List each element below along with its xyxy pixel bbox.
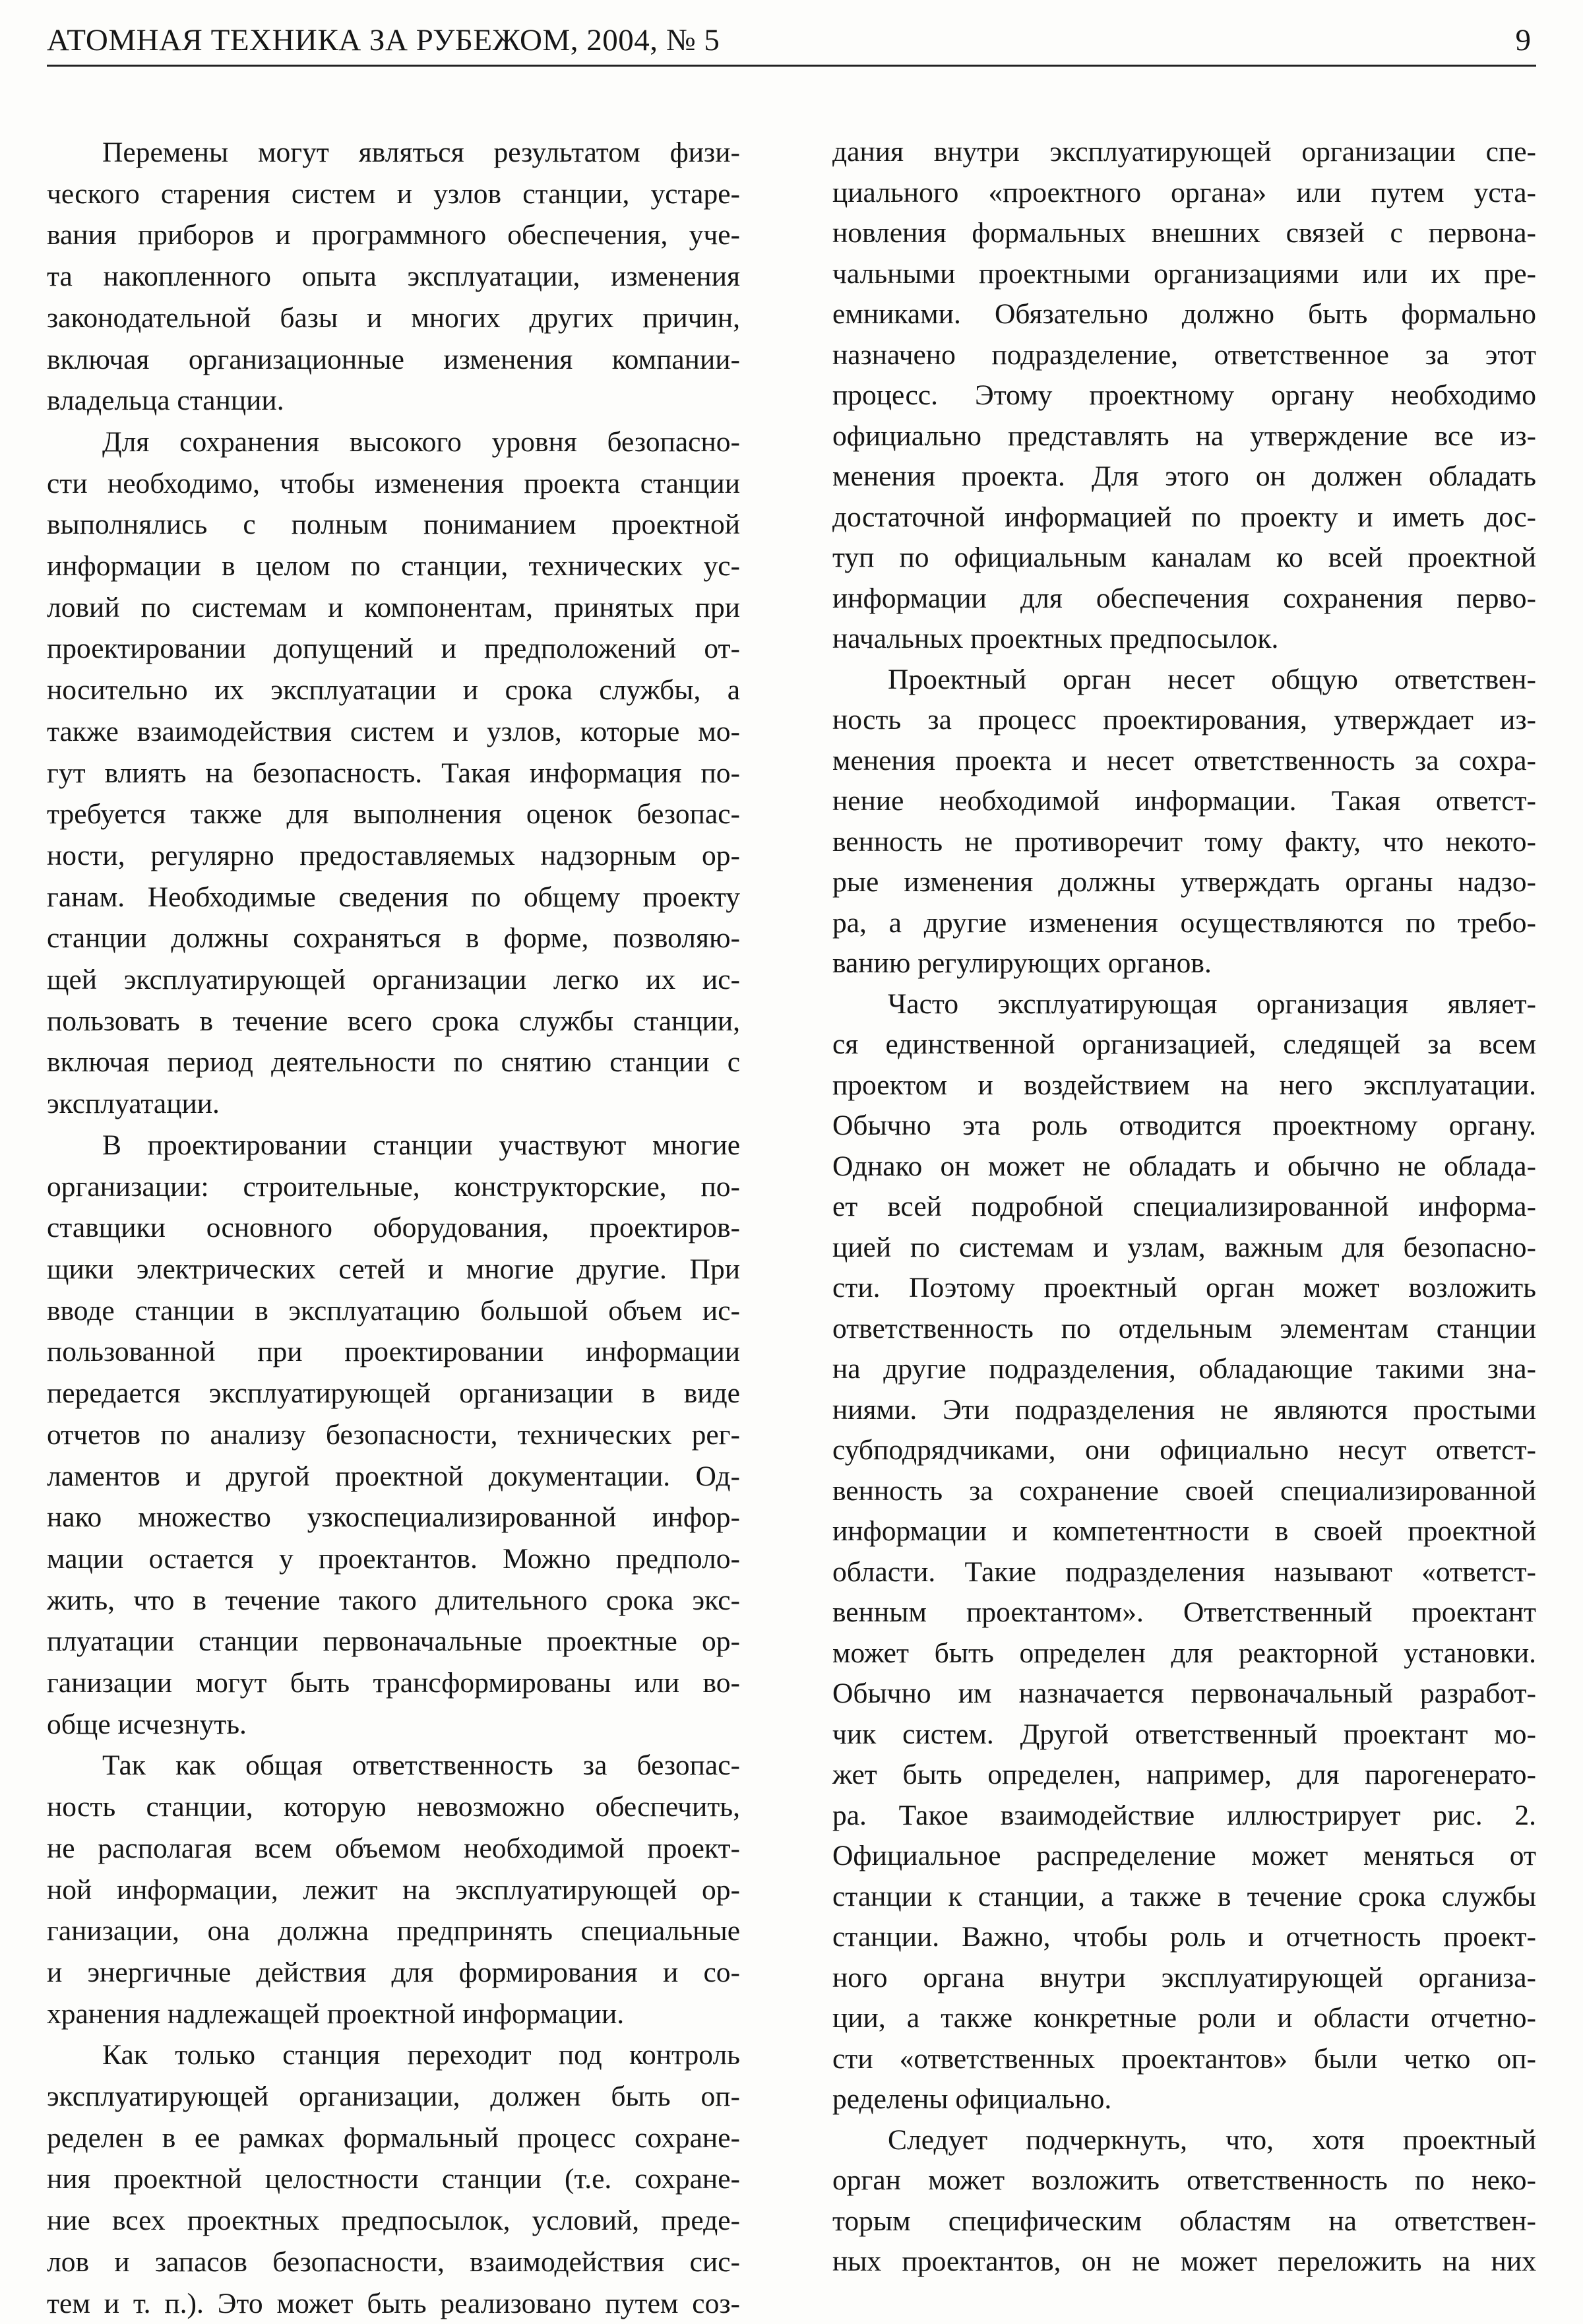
paragraph — [47, 422, 740, 1125]
paragraph — [832, 2120, 1536, 2282]
text-line: Для сохранения высокого уровня безопасно- — [102, 425, 740, 458]
text-line: Часто эксплуатирующая организация являет- — [888, 988, 1536, 1020]
text-line: может быть определен для реакторной установки. — [832, 1637, 1536, 1669]
text-line: процесс. Этому проектному органу необходимо — [832, 379, 1536, 411]
text-line: ганизации, она должна предпринять специальные — [47, 1915, 740, 1947]
text-line: торым специфическим областям на ответствен- — [832, 2205, 1536, 2237]
text-line: венность за сохранение своей специализированной — [832, 1474, 1536, 1507]
text-line: не располагая всем объемом необходимой проект- — [47, 1832, 740, 1864]
text-line: емниками. Обязательно должно быть формально — [832, 298, 1536, 330]
text-line: начальных проектных предпосылок. — [832, 623, 1279, 654]
text-line: носительно их эксплуатации и срока службы, а — [47, 674, 740, 707]
text-line: чик систем. Другой ответственный проектант мо- — [832, 1718, 1536, 1750]
text-line: хранения надлежащей проектной информации. — [47, 1997, 625, 2030]
text-line: владельца станции. — [47, 385, 284, 417]
text-line: Проектный орган несет общую ответствен- — [888, 663, 1536, 695]
text-line: Официальное распределение может меняться от — [832, 1840, 1536, 1871]
text-line: цией по системам и узлам, важным для безопасно- — [832, 1231, 1536, 1263]
text-line: на другие подразделения, обладающие такими зна- — [832, 1353, 1536, 1385]
text-line: станции. Важно, чтобы роль и отчетность проект- — [832, 1921, 1536, 1953]
text-line: отчетов по анализу безопасности, технических рег- — [47, 1418, 740, 1451]
text-line: требуется также для выполнения оценок безопас- — [47, 798, 740, 831]
text-line: В проектировании станции участвуют многие — [102, 1129, 740, 1161]
text-line: менения проекта и несет ответственность за сохра- — [832, 744, 1536, 776]
text-line: сти необходимо, чтобы изменения проекта станции — [47, 467, 740, 499]
text-line: ответственность по отдельным элементам станции — [832, 1312, 1536, 1344]
text-line: ность за процесс проектирования, утверждает из- — [832, 704, 1536, 736]
text-line: ной информации, лежит на эксплуатирующей ор- — [47, 1873, 740, 1906]
text-line: дания внутри эксплуатирующей организации спе- — [832, 136, 1536, 168]
text-line: жет быть определен, например, для парогенерато- — [832, 1759, 1536, 1790]
text-line: циального «проектного органа» или путем уста- — [832, 176, 1536, 208]
text-line: Однако он может не обладать и обычно не облада- — [832, 1150, 1536, 1182]
text-line: сти. Поэтому проектный орган может возложить — [832, 1272, 1536, 1303]
text-line: организации: строительные, конструкторские, по- — [47, 1170, 740, 1203]
text-line: ных проектантов, он не может переложить на них — [832, 2245, 1536, 2277]
text-line: ра, а другие изменения осуществляются по требо- — [832, 906, 1536, 939]
text-line: ния проектной целостности станции (т.е. сохране- — [47, 2163, 740, 2195]
text-line: Обычно эта роль отводится проектному органу. — [832, 1110, 1536, 1141]
text-line: области. Такие подразделения называют «ответст- — [832, 1555, 1536, 1588]
text-line: передается эксплуатирующей организации в виде — [47, 1377, 740, 1410]
text-line: ции, а также конкретные роли и области отчетно- — [832, 2002, 1536, 2034]
text-line: лов и запасов безопасности, взаимодействия сис- — [47, 2245, 740, 2278]
text-line: эксплуатирующей организации, должен быть оп- — [47, 2081, 740, 2113]
page-number: 9 — [1515, 23, 1531, 57]
text-line: Обычно им назначается первоначальный разработ- — [832, 1678, 1536, 1709]
text-line: ванию регулирующих органов. — [832, 947, 1212, 979]
text-line: эксплуатации. — [47, 1088, 220, 1120]
text-line: законодательной базы и многих других причин, — [47, 301, 740, 334]
text-line: ет всей подробной специализированной информа- — [832, 1191, 1536, 1222]
text-line: выполнялись с полным пониманием проектной — [47, 509, 740, 541]
text-line: сти «ответственных проектантов» были четко оп- — [832, 2042, 1536, 2075]
text-line: ного органа внутри эксплуатирующей организа- — [832, 1961, 1536, 1994]
paragraph — [832, 132, 1536, 660]
text-line: станции должны сохраняться в форме, позволяю- — [47, 922, 740, 955]
text-line: Так как общая ответственность за безопас- — [102, 1749, 740, 1782]
text-line: проектом и воздействием на него эксплуатации. — [832, 1069, 1536, 1101]
running-header — [47, 18, 1536, 67]
text-line: обще исчезнуть. — [47, 1708, 247, 1740]
text-line: ганизации могут быть трансформированы или во- — [47, 1667, 740, 1699]
text-line: официально представлять на утверждение все из- — [832, 420, 1536, 452]
text-line: нако множество узкоспециализированной инфор- — [47, 1501, 740, 1534]
text-line: ческого старения систем и узлов станции, устаре- — [47, 177, 740, 210]
text-line: чальными проектными организациями или их пре- — [832, 257, 1536, 290]
text-line: достаточной информацией по проекту и иметь дос- — [832, 501, 1536, 533]
text-line: ние всех проектных предпосылок, условий, преде- — [47, 2205, 740, 2237]
text-line: ниями. Эти подразделения не являются простыми — [832, 1393, 1536, 1426]
text-line: плуатации станции первоначальные проектные ор- — [47, 1625, 740, 1658]
text-line: ся единственной организацией, следящей за всем — [832, 1028, 1536, 1060]
text-line: менения проекта. Для этого он должен обладать — [832, 460, 1536, 492]
text-line: мации остается у проектантов. Можно предполо- — [47, 1542, 740, 1575]
text-line: пользовать в течение всего срока службы станции, — [47, 1005, 740, 1037]
text-column-left — [47, 132, 740, 2324]
paragraph — [47, 132, 740, 422]
text-line: туп по официальным каналам ко всей проектной — [832, 542, 1536, 573]
text-line: станции к станции, а также в течение срока службы — [832, 1880, 1536, 1912]
text-line: ламентов и другой проектной документации. Од- — [47, 1460, 740, 1492]
text-line: Следует подчеркнуть, что, хотя проектный — [888, 2123, 1536, 2156]
text-line: Как только станция переходит под контроль — [102, 2039, 740, 2071]
text-line: венность не противоречит тому факту, что некото- — [832, 825, 1536, 858]
text-line: вводе станции в эксплуатацию большой объем ис- — [47, 1294, 740, 1327]
text-line: тем и т. п.). Это может быть реализовано путем соз- — [47, 2287, 740, 2319]
text-line: щей эксплуатирующей организации легко их ис- — [47, 964, 740, 996]
text-line: вания приборов и программного обеспечения, уче- — [47, 219, 740, 251]
text-line: и энергичные действия для формирования и со- — [47, 1956, 740, 1988]
paragraph — [47, 2034, 740, 2324]
text-line: ределены официально. — [832, 2083, 1112, 2115]
text-line: рые изменения должны утверждать органы надзо- — [832, 866, 1536, 898]
text-line: ра. Такое взаимодействие иллюстрирует рис. 2. — [832, 1799, 1536, 1831]
text-line: новления формальных внешних связей с первона- — [832, 217, 1536, 249]
text-line: ность станции, которую невозможно обеспечить, — [47, 1791, 740, 1823]
text-line: ности, регулярно предоставляемых надзорным ор- — [47, 839, 740, 871]
text-line: субподрядчиками, они официально несут ответст- — [832, 1434, 1536, 1466]
text-line: пользованной при проектировании информации — [47, 1336, 740, 1368]
text-line: информации для обеспечения сохранения перво- — [832, 582, 1536, 614]
text-line: гут влиять на безопасность. Такая информация по- — [47, 757, 740, 789]
text-line: назначено подразделение, ответственное за этот — [832, 338, 1536, 371]
paragraph — [832, 660, 1536, 984]
text-line: также взаимодействия систем и узлов, которые мо- — [47, 715, 740, 747]
text-line: информации и компетентности в своей проектной — [832, 1515, 1536, 1547]
text-line: информации в целом по станции, технических ус- — [47, 550, 740, 582]
journal-title: АТОМНАЯ ТЕХНИКА ЗА РУБЕЖОМ, 2004, № 5 — [47, 23, 720, 57]
text-line: ределен в ее рамках формальный процесс сохране- — [47, 2121, 740, 2154]
paragraph — [47, 1125, 740, 1745]
paragraph — [832, 984, 1536, 2120]
text-line: Перемены могут являться результатом физи- — [102, 137, 740, 168]
text-column-right — [832, 132, 1536, 2282]
text-line: венным проектантом». Ответственный проектант — [832, 1596, 1536, 1628]
text-line: проектировании допущений и предположений от- — [47, 633, 740, 665]
text-line: орган может возложить ответственность по неко- — [832, 2164, 1536, 2196]
text-line: включая период деятельности по снятию станции с — [47, 1046, 740, 1079]
text-line: ставщики основного оборудования, проектиров- — [47, 1212, 740, 1244]
text-line: щики электрических сетей и многие другие. При — [47, 1253, 740, 1285]
text-line: включая организационные изменения компании- — [47, 343, 740, 375]
text-line: ганам. Необходимые сведения по общему проекту — [47, 881, 740, 913]
text-line: нение необходимой информации. Такая ответст- — [832, 785, 1536, 817]
text-line: та накопленного опыта эксплуатации, изменения — [47, 261, 740, 293]
text-line: ловий по системам и компонентам, принятых при — [47, 591, 740, 623]
text-line: жить, что в течение такого длительного срока экс- — [47, 1584, 740, 1616]
paragraph — [47, 1745, 740, 2034]
